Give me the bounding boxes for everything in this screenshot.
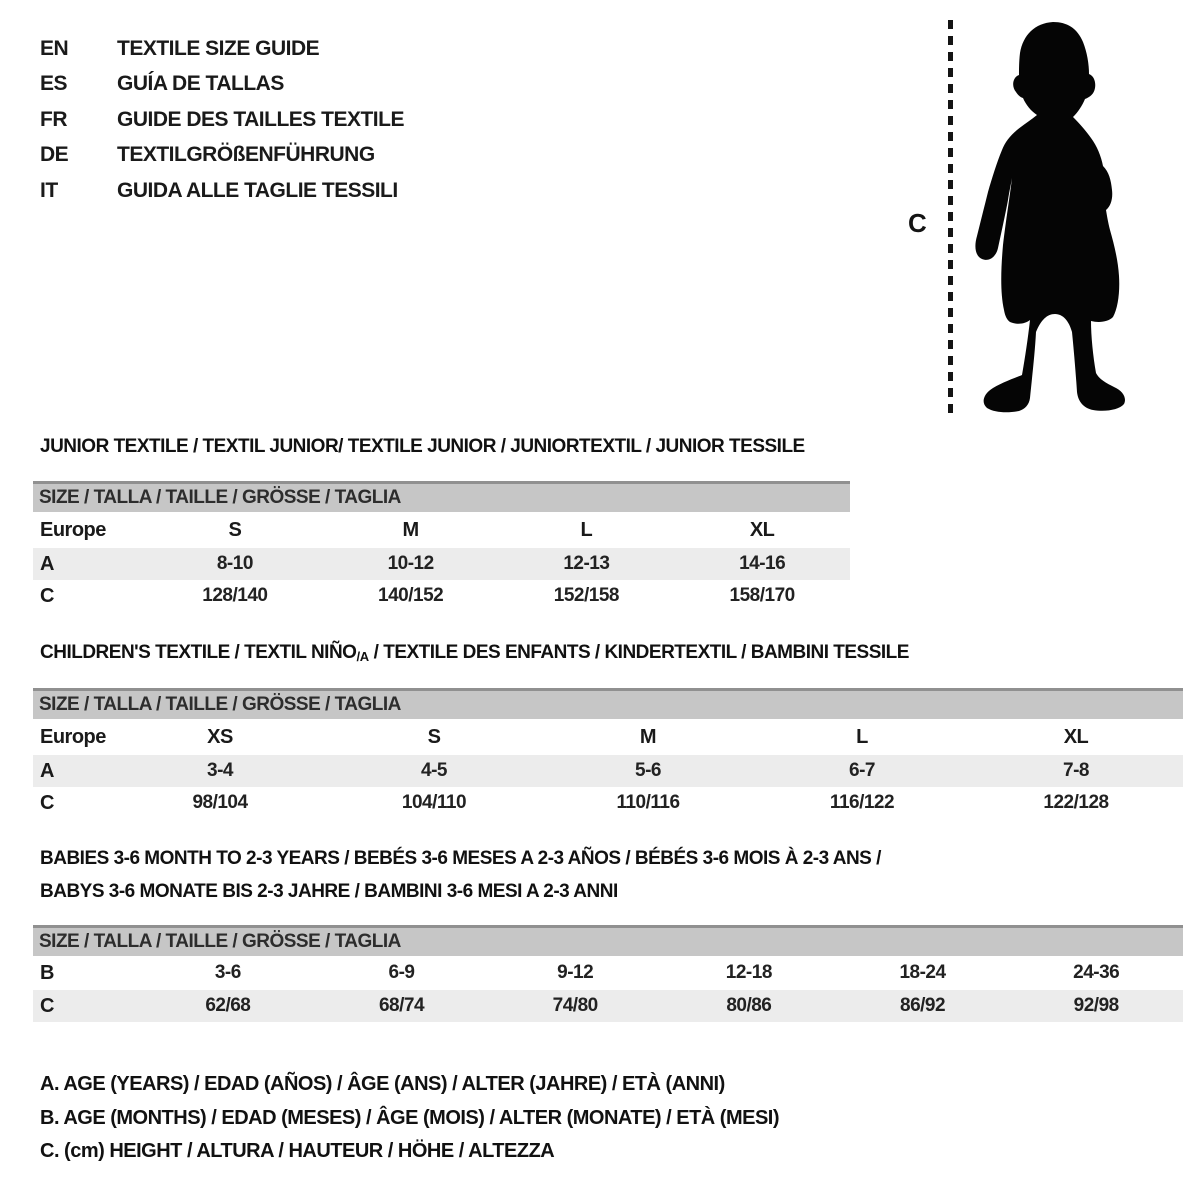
value-cell: 14-16 bbox=[739, 553, 786, 574]
value-cell: 110/116 bbox=[616, 792, 680, 813]
lang-title: GUIDE DES TAILLES TEXTILE bbox=[117, 107, 404, 131]
value-cell: 12-18 bbox=[725, 962, 772, 983]
value-cell: 152/158 bbox=[553, 585, 619, 606]
value-cell: 122/128 bbox=[1043, 792, 1109, 813]
value-cell: 140/152 bbox=[378, 585, 444, 606]
legend-note-a: A. AGE (YEARS) / EDAD (AÑOS) / ÂGE (ANS) / ALTER (JAHRE) / ETÀ (ANNI) bbox=[40, 1073, 725, 1096]
lang-code: EN bbox=[40, 36, 69, 60]
toddler-silhouette-icon bbox=[973, 20, 1143, 420]
junior-section-title: JUNIOR TEXTILE / TEXTIL JUNIOR/ TEXTILE JUNIOR / JUNIORTEXTIL / JUNIOR TESSILE bbox=[40, 436, 805, 457]
value-cell: 98/104 bbox=[192, 792, 248, 813]
children-size-header-row bbox=[33, 688, 1183, 719]
value-cell: 74/80 bbox=[552, 995, 598, 1016]
value-cell: 116/122 bbox=[829, 792, 895, 813]
lang-row-en bbox=[40, 31, 404, 67]
babies-section-title-line1: BABIES 3-6 MONTH TO 2-3 YEARS / BEBÉS 3-6 MESES A 2-3 AÑOS / BÉBÉS 3-6 MOIS À 2-3 ANS / bbox=[40, 848, 881, 869]
lang-row-it bbox=[40, 173, 404, 209]
size-cell: XL bbox=[749, 518, 775, 541]
table-row-age bbox=[33, 755, 1183, 787]
children-title-prefix: CHILDREN'S TEXTILE / TEXTIL NIÑO bbox=[40, 642, 357, 663]
size-cell: M bbox=[402, 518, 419, 541]
junior-size-header-row bbox=[33, 481, 850, 512]
value-cell: 3-6 bbox=[214, 962, 241, 983]
value-cell: 7-8 bbox=[1063, 760, 1089, 781]
value-cell: 3-4 bbox=[207, 760, 233, 781]
size-cell: XL bbox=[1063, 725, 1089, 748]
height-dashed-line bbox=[948, 20, 953, 417]
children-size-table bbox=[33, 688, 1183, 819]
size-cell: L bbox=[580, 518, 593, 541]
junior-size-table bbox=[33, 481, 850, 612]
language-title-list bbox=[40, 31, 404, 209]
table-row-height bbox=[33, 580, 850, 612]
value-cell: 62/68 bbox=[205, 995, 251, 1016]
lang-row-es bbox=[40, 67, 404, 103]
lang-title: GUIDA ALLE TAGLIE TESSILI bbox=[117, 178, 398, 202]
size-cell: XS bbox=[207, 725, 233, 748]
lang-code: FR bbox=[40, 107, 67, 131]
value-cell: 68/74 bbox=[378, 995, 425, 1016]
legend-note-b: B. AGE (MONTHS) / EDAD (MESES) / ÂGE (MOIS) / ALTER (MONATE) / ETÀ (MESI) bbox=[40, 1106, 780, 1129]
value-cell: 9-12 bbox=[557, 962, 594, 983]
children-title-suffix: / TEXTILE DES ENFANTS / KINDERTEXTIL / BAMBINI TESSILE bbox=[368, 642, 909, 663]
value-cell: 6-7 bbox=[849, 760, 875, 781]
value-cell: 128/140 bbox=[202, 585, 268, 606]
row-label: C bbox=[40, 584, 54, 607]
table-row-europe bbox=[33, 719, 1183, 755]
size-header-label: SIZE / TALLA / TAILLE / GRÖSSE / TAGLIA bbox=[39, 931, 401, 952]
row-label: Europe bbox=[40, 725, 106, 748]
value-cell: 86/92 bbox=[900, 995, 946, 1016]
lang-title: TEXTILGRÖßENFÜHRUNG bbox=[117, 143, 375, 167]
value-cell: 12-13 bbox=[563, 553, 610, 574]
lang-code: DE bbox=[40, 143, 69, 167]
row-label: A bbox=[40, 759, 54, 782]
value-cell: 104/110 bbox=[401, 792, 467, 813]
size-cell: S bbox=[228, 518, 242, 541]
row-label: A bbox=[40, 552, 54, 575]
legend-note-c: C. (cm) HEIGHT / ALTURA / HAUTEUR / HÖHE / ALTEZZA bbox=[40, 1140, 555, 1163]
row-label: C bbox=[40, 791, 54, 814]
table-row-age-months bbox=[33, 956, 1183, 990]
height-measure-label: C bbox=[908, 208, 927, 238]
table-row-height bbox=[33, 787, 1183, 819]
size-header-label: SIZE / TALLA / TAILLE / GRÖSSE / TAGLIA bbox=[39, 487, 401, 508]
table-row-age bbox=[33, 548, 850, 580]
babies-size-table bbox=[33, 925, 1183, 1022]
lang-title: TEXTILE SIZE GUIDE bbox=[117, 36, 320, 60]
babies-section-title-line2: BABYS 3-6 MONATE BIS 2-3 JAHRE / BAMBINI 3-6 MESI A 2-3 ANNI bbox=[40, 881, 618, 902]
size-cell: M bbox=[639, 725, 657, 748]
value-cell: 24-36 bbox=[1073, 962, 1120, 983]
legend-notes bbox=[40, 1068, 779, 1169]
value-cell: 5-6 bbox=[635, 760, 661, 781]
row-label: C bbox=[40, 994, 54, 1017]
table-row-europe bbox=[33, 512, 850, 548]
size-header-label: SIZE / TALLA / TAILLE / GRÖSSE / TAGLIA bbox=[39, 694, 401, 715]
value-cell: 8-10 bbox=[216, 553, 253, 574]
row-label: B bbox=[40, 961, 54, 984]
lang-code: ES bbox=[40, 72, 68, 96]
lang-row-fr bbox=[40, 102, 404, 138]
lang-code: IT bbox=[40, 178, 58, 202]
value-cell: 10-12 bbox=[387, 553, 434, 574]
babies-size-header-row bbox=[33, 925, 1183, 956]
size-cell: S bbox=[427, 725, 441, 748]
size-cell: L bbox=[856, 725, 868, 748]
lang-row-de bbox=[40, 138, 404, 174]
value-cell: 158/170 bbox=[729, 585, 795, 606]
children-title-sub: /A bbox=[356, 649, 369, 664]
lang-title: GUÍA DE TALLAS bbox=[117, 72, 284, 96]
value-cell: 80/86 bbox=[726, 995, 772, 1016]
value-cell: 6-9 bbox=[388, 962, 415, 983]
value-cell: 18-24 bbox=[899, 962, 946, 983]
value-cell: 92/98 bbox=[1073, 995, 1119, 1016]
table-row-height bbox=[33, 990, 1183, 1022]
row-label: Europe bbox=[40, 518, 106, 541]
children-section-title bbox=[40, 642, 909, 664]
value-cell: 4-5 bbox=[421, 760, 447, 781]
